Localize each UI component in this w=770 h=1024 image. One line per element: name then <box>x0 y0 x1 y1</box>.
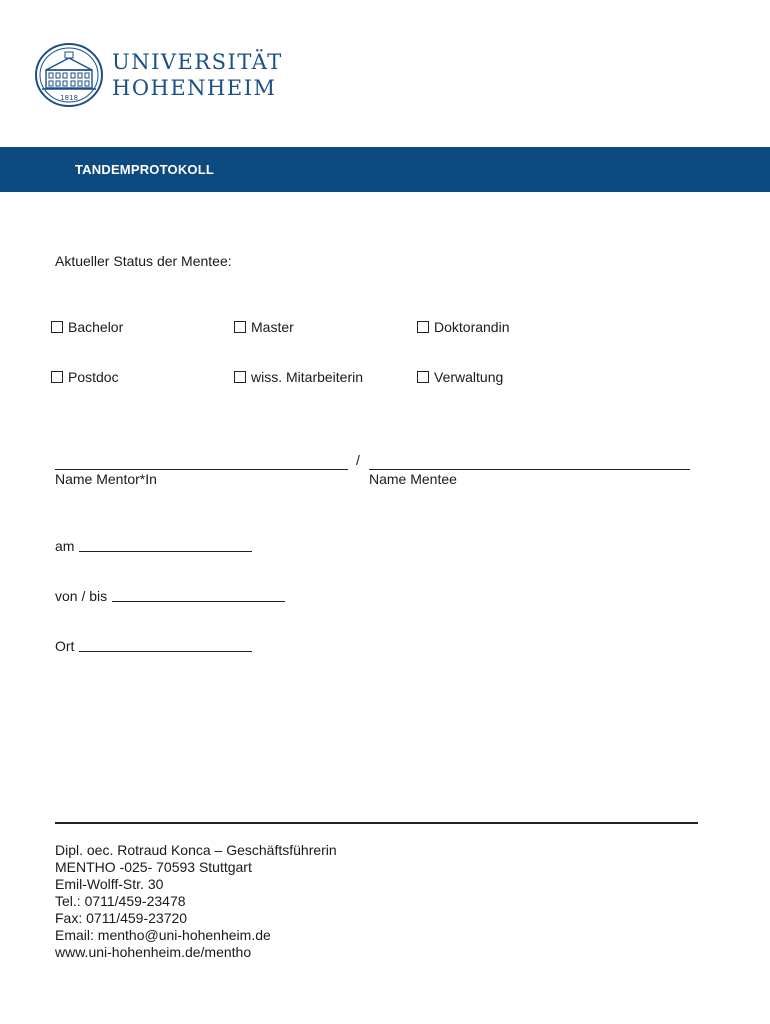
checkbox-label: wiss. Mitarbeiterin <box>251 369 364 385</box>
date-field <box>55 538 252 554</box>
footer-contact-name: Dipl. oec. Rotraud Konca – Geschäftsführerin <box>55 842 337 858</box>
checkbox-label: Doktorandin <box>434 319 510 335</box>
time-field <box>55 588 285 604</box>
logo-wordmark-line2: HOHENHEIM <box>112 76 277 100</box>
checkbox-box[interactable] <box>234 321 246 333</box>
checkbox-bachelor[interactable] <box>51 319 123 335</box>
footer-phone: Tel.: 0711/459-23478 <box>55 893 186 909</box>
footer-email: Email: mentho@uni-hohenheim.de <box>55 927 271 943</box>
mentee-name-line[interactable] <box>369 457 690 470</box>
place-line[interactable] <box>79 639 252 652</box>
footer-fax: Fax: 0711/459-23720 <box>55 910 188 926</box>
checkbox-box[interactable] <box>51 371 63 383</box>
footer-divider <box>55 822 698 824</box>
checkbox-label: Master <box>251 319 294 335</box>
title-bar <box>0 147 770 192</box>
name-separator: / <box>356 452 360 468</box>
svg-text:1818: 1818 <box>60 94 78 102</box>
checkbox-label: Bachelor <box>68 319 124 335</box>
status-label: Aktueller Status der Mentee: <box>55 253 232 269</box>
checkbox-label: Verwaltung <box>434 369 504 385</box>
checkbox-label: Postdoc <box>68 369 119 385</box>
document-title: TANDEMPROTOKOLL <box>75 162 215 177</box>
checkbox-box[interactable] <box>417 321 429 333</box>
footer-street: Emil-Wolff-Str. 30 <box>55 876 164 892</box>
date-label: am <box>55 538 75 554</box>
footer-contact <box>55 842 337 961</box>
mentor-name-line[interactable] <box>55 457 348 470</box>
checkbox-verwaltung[interactable] <box>417 369 503 385</box>
checkbox-box[interactable] <box>234 371 246 383</box>
checkbox-master[interactable] <box>234 319 294 335</box>
place-label: Ort <box>55 638 75 654</box>
mentor-name-label: Name Mentor*In <box>55 471 157 487</box>
checkbox-box[interactable] <box>417 371 429 383</box>
university-seal-icon <box>34 42 104 108</box>
checkbox-wiss-mitarbeiterin[interactable] <box>234 369 363 385</box>
place-field <box>55 638 252 654</box>
date-line[interactable] <box>79 539 252 552</box>
checkbox-postdoc[interactable] <box>51 369 119 385</box>
time-line[interactable] <box>112 589 285 602</box>
footer-website: www.uni-hohenheim.de/mentho <box>55 944 252 960</box>
checkbox-box[interactable] <box>51 321 63 333</box>
logo-wordmark-line1: UNIVERSITÄT <box>112 50 283 74</box>
checkbox-doktorandin[interactable] <box>417 319 510 335</box>
university-logo <box>34 42 314 108</box>
mentee-name-label: Name Mentee <box>369 471 457 487</box>
time-label: von / bis <box>55 588 108 604</box>
footer-address-line: MENTHO -025- 70593 Stuttgart <box>55 859 252 875</box>
